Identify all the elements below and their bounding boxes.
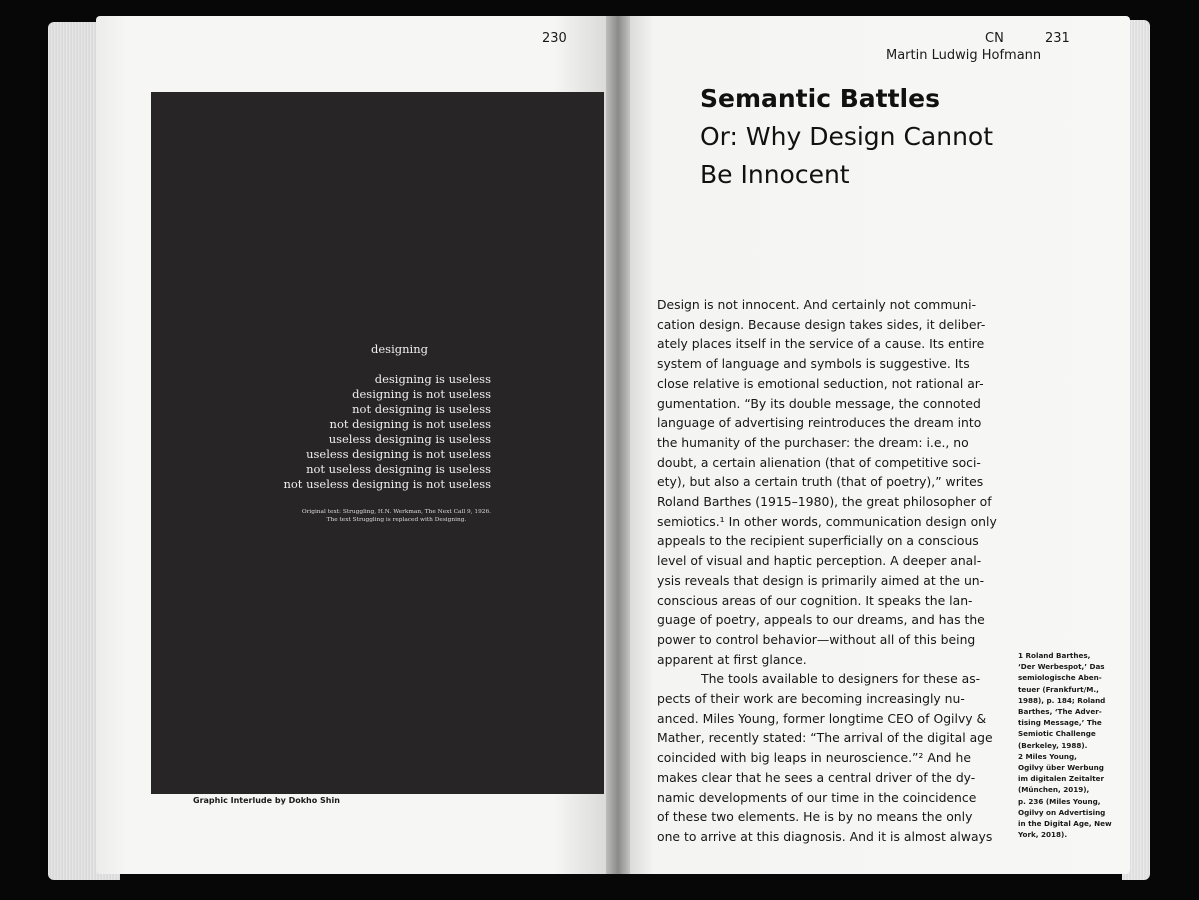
footnote-line: Ogilvy über Werbung bbox=[1018, 763, 1104, 773]
book-gutter bbox=[606, 16, 630, 874]
poem-line: not designing is useless bbox=[352, 402, 491, 416]
headline-title: Semantic Battles bbox=[700, 84, 940, 113]
poem-line: useless designing is not useless bbox=[306, 447, 491, 461]
footnote-line: in the Digital Age, New bbox=[1018, 819, 1112, 829]
poem-line: not useless designing is useless bbox=[306, 462, 491, 476]
headline-subtitle-1: Or: Why Design Cannot bbox=[700, 122, 994, 151]
body-line: apparent at first glance. bbox=[657, 651, 807, 667]
footnote-line: Semiotic Challenge bbox=[1018, 729, 1096, 739]
footnote-line: ‘Der Werbespot,’ Das bbox=[1018, 662, 1105, 672]
body-line: close relative is emotional seduction, not rational ar- bbox=[657, 375, 984, 391]
body-line: language of advertising reintroduces the dream into bbox=[657, 415, 982, 431]
body-line: ysis reveals that design is primarily aimed at the un- bbox=[657, 572, 985, 588]
graphic-interlude-block bbox=[151, 92, 604, 794]
poem-note-line-1: Original text: Struggling, H.N. Werkman, The Next Call 9, 1926. bbox=[301, 509, 491, 515]
body-line: guage of poetry, appeals to our dreams, and has the bbox=[657, 612, 985, 628]
author-name: Martin Ludwig Hofmann bbox=[886, 48, 1042, 63]
body-line: level of visual and haptic perception. A deeper anal- bbox=[657, 553, 982, 569]
right-folio: 231 bbox=[1045, 31, 1070, 46]
body-line: one to arrive at this diagnosis. And it is almost always bbox=[657, 828, 993, 844]
body-line: Design is not innocent. And certainly not communi- bbox=[657, 297, 977, 312]
body-line: namic developments of our time in the coincidence bbox=[657, 789, 977, 805]
body-line: Roland Barthes (1915–1980), the great philosopher of bbox=[657, 494, 992, 510]
section-code: CN bbox=[985, 31, 1004, 46]
footnote-line: 2 Miles Young, bbox=[1018, 751, 1077, 761]
footnote-line: York, 2018). bbox=[1018, 830, 1068, 840]
footnotes bbox=[1018, 650, 1122, 840]
body-line: pects of their work are becoming increasingly nu- bbox=[657, 691, 965, 707]
headline-subtitle-2: Be Innocent bbox=[700, 160, 850, 189]
poem-line: designing is not useless bbox=[352, 387, 491, 401]
footnote-line: p. 236 (Miles Young, bbox=[1018, 796, 1101, 806]
body-line: anced. Miles Young, former longtime CEO of Ogilvy & bbox=[657, 710, 987, 726]
body-line: ety), but also a certain truth (that of poetry),” writes bbox=[657, 474, 984, 490]
footnote-line: Barthes, ‘The Adver- bbox=[1018, 707, 1102, 717]
poem-line: useless designing is useless bbox=[328, 432, 491, 446]
article-headline bbox=[700, 80, 1060, 194]
body-line: cation design. Because design takes sides, it deliber- bbox=[657, 316, 986, 332]
footnote-line: 1 Roland Barthes, bbox=[1018, 651, 1091, 660]
poem-title: designing bbox=[371, 342, 428, 356]
footnote-line: Ogilvy on Advertising bbox=[1018, 807, 1106, 817]
footnote-line: im digitalen Zeitalter bbox=[1018, 774, 1105, 784]
body-line: Mather, recently stated: “The arrival of the digital age bbox=[657, 730, 993, 746]
poem-line: designing is useless bbox=[374, 372, 491, 386]
article-body bbox=[657, 295, 1007, 847]
footnote-line: teuer (Frankfurt/M., bbox=[1018, 684, 1099, 694]
body-line: of these two elements. He is by no means the only bbox=[657, 809, 973, 825]
poem-lines bbox=[283, 372, 491, 492]
body-line: conscious areas of our cognition. It speaks the lan- bbox=[657, 592, 973, 608]
poem-note-line-2: The text Struggling is replaced with Designing. bbox=[326, 517, 467, 523]
body-line: makes clear that he sees a central driver of the dy- bbox=[657, 769, 976, 785]
graphic-caption: Graphic Interlude by Dokho Shin bbox=[193, 796, 340, 805]
footnote-line: tising Message,’ The bbox=[1018, 718, 1102, 728]
body-line: system of language and symbols is suggestive. Its bbox=[657, 356, 970, 372]
footnote-line: (Berkeley, 1988). bbox=[1018, 740, 1088, 750]
body-line: semiotics.¹ In other words, communication design only bbox=[657, 513, 997, 529]
body-line: power to control behavior—without all of this being bbox=[657, 631, 976, 647]
body-line: appeals to the recipient superficially on a conscious bbox=[657, 533, 979, 549]
poem-line: not designing is not useless bbox=[329, 417, 491, 431]
poem-note bbox=[302, 508, 491, 524]
poem-line: not useless designing is not useless bbox=[283, 477, 491, 491]
body-line: coincided with big leaps in neuroscience.”² And he bbox=[657, 750, 971, 766]
left-folio: 230 bbox=[542, 31, 567, 46]
body-line: gumentation. “By its double message, the connoted bbox=[657, 395, 981, 411]
footnote-line: semiologische Aben- bbox=[1018, 673, 1102, 683]
footnote-line: (München, 2019), bbox=[1018, 785, 1090, 795]
body-line: ately places itself in the service of a cause. Its entire bbox=[657, 336, 985, 352]
body-line: doubt, a certain alienation (that of competitive soci- bbox=[657, 454, 981, 470]
footnote-line: 1988), p. 184; Roland bbox=[1018, 695, 1106, 705]
body-line: The tools available to designers for these as- bbox=[701, 671, 981, 687]
body-line: the humanity of the purchaser: the dream: i.e., no bbox=[657, 434, 969, 450]
